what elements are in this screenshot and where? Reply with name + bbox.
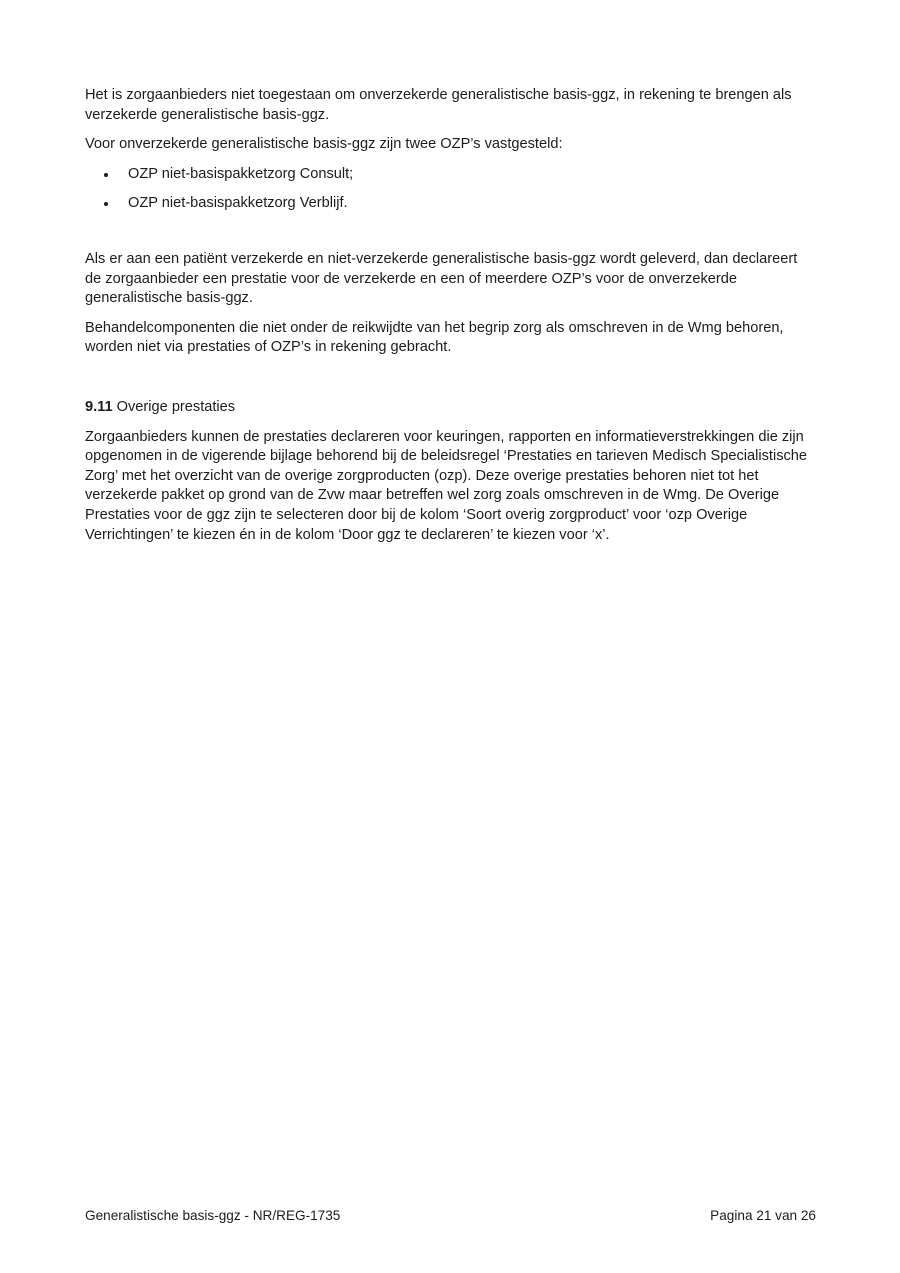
paragraph-unverzekerde-verbod: Het is zorgaanbieders niet toegestaan om onverzekerde generalistische basis-ggz, in rekening te brengen als verzekerde generalistische basis-ggz.: [85, 87, 792, 123]
heading-number: 9.11: [85, 398, 113, 415]
page-footer: [85, 1207, 816, 1225]
list-item: [85, 194, 816, 214]
paragraph-behandelcomponenten: Behandelcomponenten die niet onder de reikwijdte van het begrip zorg als omschreven in de Wmg behoren, worden niet via prestaties of OZP’s in rekening gebracht.: [85, 319, 784, 356]
bullet-icon: [104, 173, 108, 177]
paragraph-twee-ozps-intro: Voor onverzekerde generalistische basis-ggz zijn twee OZP’s vastgesteld:: [85, 136, 563, 153]
paragraph-overige-prestaties-uitleg: Zorgaanbieders kunnen de prestaties declareren voor keuringen, rapporten en informatieverstrekkingen die zijn opgenomen in de vigerende bijlage behorend bij de beleidsregel ‘Prestaties en tarieven Medisch Specialistische Zorg’ met het overzicht van de overige zorgproducten (ozp). Deze overige prestaties behoren niet tot het verzekerde pakket op grond van de Zvw maar betreffen wel zorg zoals omschreven in de Wmg. De Overige Prestaties voor de ggz zijn te selecteren door bij de kolom ‘Soort overig zorgproduct’ voor ‘ozp Overige Verrichtingen’ te kiezen én in de kolom ‘Door ggz te declareren’ te kiezen voor ‘x’.: [85, 428, 808, 543]
document-page: [85, 0, 816, 1273]
document-body: [85, 86, 816, 555]
bullet-icon: [104, 202, 108, 206]
paragraph-gemengde-levering: Als er aan een patiënt verzekerde en niet-verzekerde generalistische basis-ggz wordt geleverd, dan declareert de zorgaanbieder een prestatie voor de verzekerde en een of meerdere OZP’s voor de onverzekerde generalistische basis-ggz.: [85, 250, 798, 307]
footer-document-title: Generalistische basis-ggz - NR/REG-1735: [85, 1208, 341, 1223]
section-heading-overige-prestaties: [85, 398, 816, 418]
heading-title: Overige prestaties: [112, 398, 236, 415]
footer-page-number: Pagina 21 van 26: [710, 1208, 816, 1223]
list-item-text: OZP niet-basispakketzorg Verblijf.: [128, 195, 348, 212]
ozp-bullet-list: [85, 165, 816, 214]
list-item: [85, 165, 816, 185]
list-item-text: OZP niet-basispakketzorg Consult;: [128, 165, 354, 182]
